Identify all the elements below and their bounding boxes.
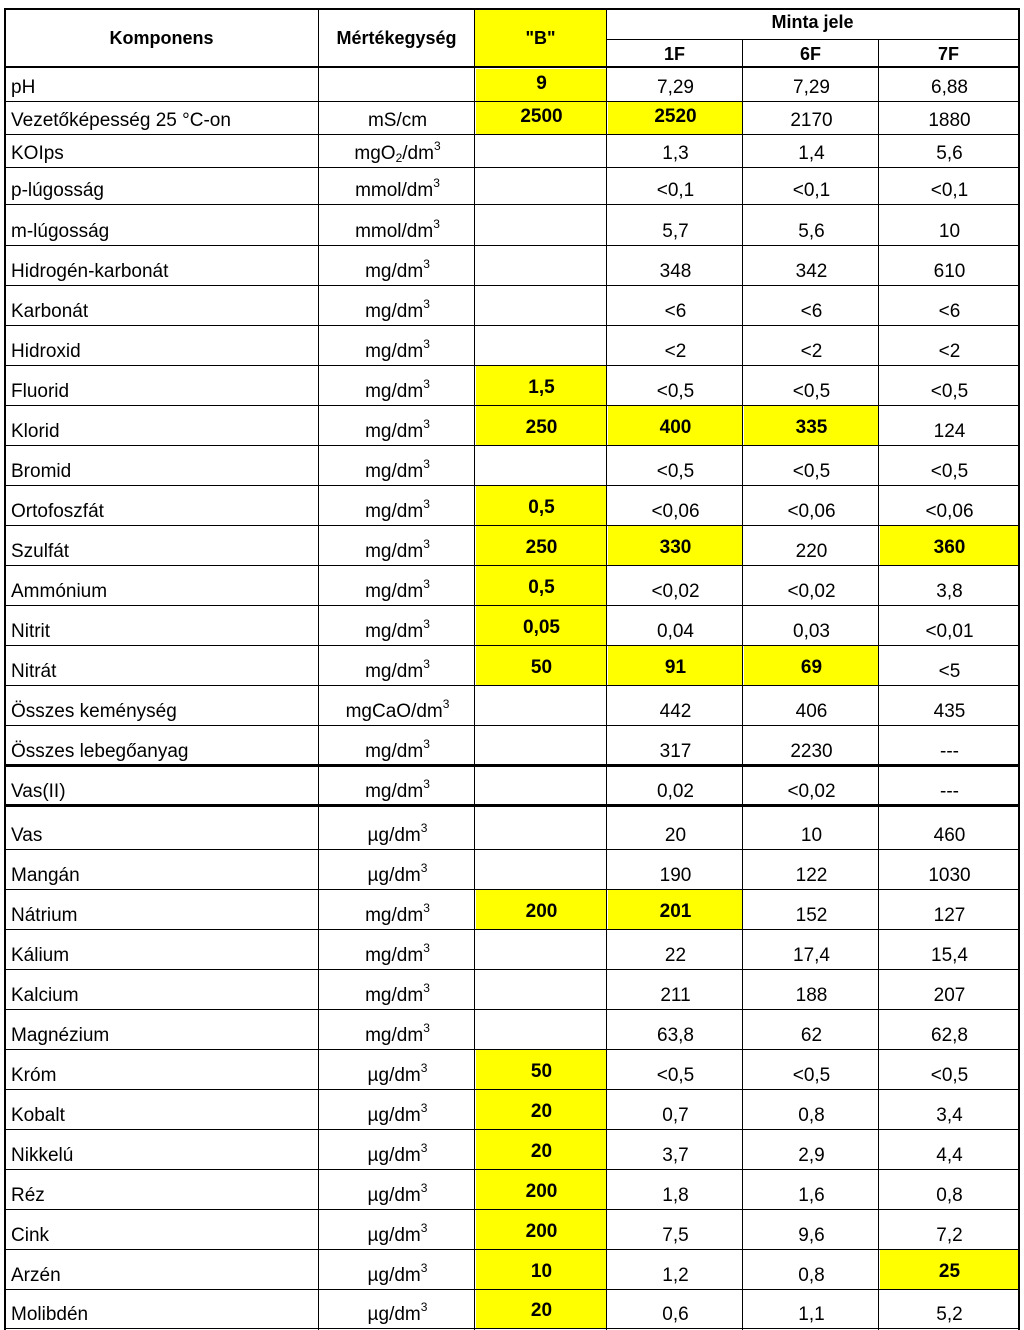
row-name: Szulfát — [11, 541, 70, 562]
row-name: Kalcium — [11, 985, 79, 1006]
row-unit: $\mu g/dm^3$ — [367, 1061, 428, 1086]
header-minta-jele: Minta jele — [771, 12, 854, 32]
sample-1f-value: <0,5 — [656, 1065, 695, 1086]
row-unit: $mg/dm^3$ — [365, 497, 430, 522]
grid-line — [4, 66, 1020, 68]
sample-6f-value: 152 — [795, 905, 828, 926]
sample-6f-value: <0,06 — [787, 501, 836, 522]
row-unit: $mg/dm^3$ — [365, 777, 430, 802]
grid-line — [4, 565, 1020, 566]
grid-line — [4, 134, 1020, 135]
sample-6f-value: 2170 — [790, 110, 833, 131]
grid-line — [4, 929, 1020, 930]
limit-b-value — [476, 766, 607, 805]
row-name: Összes lebegőanyag — [11, 741, 189, 762]
row-name: Nátrium — [11, 905, 78, 926]
sample-1f-value: 330 — [608, 526, 743, 565]
grid-line — [474, 8, 475, 1330]
sample-1f-value: 190 — [659, 865, 692, 886]
row-name: Ortofoszfát — [11, 501, 104, 522]
row-name: Karbonát — [11, 301, 89, 322]
sample-1f-value: 211 — [660, 985, 691, 1006]
limit-b-value: 20 — [476, 1130, 607, 1169]
row-unit: $\mu g/dm^3$ — [367, 861, 428, 886]
grid-line — [4, 525, 1020, 526]
limit-b-value — [476, 286, 607, 325]
sample-1f-value: 400 — [608, 406, 743, 445]
grid-line — [4, 8, 6, 1330]
sample-7f-value: <0,5 — [930, 1065, 969, 1086]
grid-line — [4, 969, 1020, 970]
grid-line — [4, 1169, 1020, 1170]
sample-6f-value: <0,02 — [787, 781, 836, 802]
row-unit: $\mu g/dm^3$ — [367, 1300, 428, 1325]
limit-b-value — [476, 246, 607, 285]
sample-7f-value: <6 — [938, 301, 961, 322]
sample-1f-value: <6 — [664, 301, 687, 322]
sample-1f-value: 2520 — [608, 102, 743, 134]
sample-6f-value: 122 — [795, 865, 828, 886]
grid-line — [1018, 8, 1020, 1330]
row-unit: $mg/dm^3$ — [365, 457, 430, 482]
sample-1f-value: 0,04 — [657, 621, 694, 642]
limit-b-value — [476, 726, 607, 765]
grid-line — [4, 325, 1020, 326]
sample-7f-value: 10 — [938, 221, 961, 242]
row-name: pH — [11, 77, 36, 98]
sample-7f-value: 7,2 — [936, 1225, 963, 1246]
grid-line — [4, 101, 1020, 102]
row-unit — [320, 69, 475, 101]
sample-6f-value: <6 — [800, 301, 823, 322]
sample-1f-value: 442 — [659, 701, 692, 722]
row-unit: $mg/dm^3$ — [365, 377, 430, 402]
limit-b-value — [476, 686, 607, 725]
limit-b-value — [476, 970, 607, 1009]
limit-b-value: 200 — [476, 1210, 607, 1249]
sample-7f-value: 610 — [933, 261, 966, 282]
sample-7f-value: <0,5 — [930, 381, 969, 402]
limit-b-value: 50 — [476, 1050, 607, 1089]
row-name: Kobalt — [11, 1105, 65, 1126]
limit-b-value: 2500 — [476, 102, 607, 134]
header-sample-1f: 1F — [663, 43, 685, 64]
sample-6f-value: 342 — [795, 261, 828, 282]
grid-line — [4, 725, 1020, 726]
sample-6f-value: 406 — [795, 701, 828, 722]
sample-6f-value: <0,5 — [792, 1065, 831, 1086]
limit-b-value — [476, 135, 607, 167]
row-unit: mS/cm — [367, 110, 428, 131]
sample-7f-value: --- — [940, 741, 959, 762]
row-unit: $mg/dm^3$ — [365, 901, 430, 926]
row-unit: mmol/$dm^3$ — [355, 217, 440, 242]
row-name: Mangán — [11, 865, 80, 886]
sample-7f-value: 5,6 — [936, 143, 963, 164]
sample-1f-value: 0,6 — [662, 1304, 689, 1325]
sample-1f-value: <0,5 — [656, 381, 695, 402]
sample-1f-value: 348 — [659, 261, 692, 282]
sample-7f-value: 124 — [933, 421, 966, 442]
sample-1f-value: 7,5 — [662, 1225, 689, 1246]
sample-7f-value: 1880 — [928, 110, 971, 131]
row-name: Összes keménység — [11, 701, 177, 722]
grid-line — [4, 1328, 1020, 1329]
sample-7f-value: --- — [940, 781, 959, 802]
row-unit: $mg/dm^3$ — [365, 297, 430, 322]
sample-7f-value: 25 — [880, 1250, 1019, 1289]
grid-line — [4, 1049, 1020, 1050]
limit-b-value — [476, 446, 607, 485]
row-name: Ammónium — [11, 581, 108, 602]
sample-6f-value: <0,5 — [792, 461, 831, 482]
sample-6f-value: 62 — [800, 1025, 823, 1046]
row-unit: $\mu g/dm^3$ — [367, 1141, 428, 1166]
row-name: Kálium — [11, 945, 70, 966]
row-name: Magnézium — [11, 1025, 110, 1046]
sample-6f-value: 0,03 — [793, 621, 830, 642]
limit-b-value — [476, 850, 607, 889]
row-unit: $\mu g/dm^3$ — [367, 821, 428, 846]
limit-b-value: 50 — [476, 646, 607, 685]
sample-7f-value: 127 — [933, 905, 966, 926]
row-unit: mgCaO/$dm^3$ — [345, 697, 450, 722]
grid-line — [4, 1129, 1020, 1130]
sample-1f-value: <0,5 — [656, 461, 695, 482]
limit-b-value: 9 — [476, 69, 607, 101]
row-unit: $mg/dm^3$ — [365, 537, 430, 562]
grid-line — [4, 485, 1020, 486]
sample-6f-value: 5,6 — [798, 221, 825, 242]
sample-1f-value: 3,7 — [662, 1145, 689, 1166]
sample-7f-value: 5,2 — [936, 1304, 963, 1325]
grid-line — [4, 605, 1020, 606]
row-unit: $mg/dm^3$ — [365, 657, 430, 682]
limit-b-value: 200 — [476, 890, 607, 929]
row-name: Molibdén — [11, 1304, 89, 1325]
sample-1f-value: <0,1 — [656, 180, 695, 201]
sample-7f-value: 360 — [880, 526, 1019, 565]
sample-1f-value: 1,8 — [662, 1185, 689, 1206]
sample-6f-value: 2230 — [790, 741, 833, 762]
sample-1f-value: 317 — [659, 741, 692, 762]
sample-1f-value: 1,3 — [662, 143, 689, 164]
grid-line — [4, 445, 1020, 446]
grid-line — [607, 39, 1019, 40]
row-name: Réz — [11, 1185, 45, 1206]
row-name: Nitrit — [11, 621, 51, 642]
grid-line — [878, 39, 879, 1330]
grid-line — [4, 804, 1020, 807]
row-name: p-lúgosság — [11, 180, 104, 201]
sample-1f-value: <2 — [664, 341, 687, 362]
row-name: Bromid — [11, 461, 72, 482]
grid-line — [4, 405, 1020, 406]
sample-1f-value: <0,06 — [651, 501, 700, 522]
limit-b-value: 0,5 — [476, 486, 607, 525]
sample-7f-value: 435 — [933, 701, 966, 722]
grid-line — [4, 1289, 1020, 1290]
limit-b-value: 0,5 — [476, 566, 607, 605]
row-unit: $mg/dm^3$ — [365, 941, 430, 966]
sample-6f-value: 1,1 — [798, 1304, 825, 1325]
grid-line — [4, 8, 1020, 10]
grid-line — [4, 889, 1020, 890]
row-unit: $\mu g/dm^3$ — [367, 1181, 428, 1206]
sample-6f-value: 7,29 — [793, 77, 830, 98]
limit-b-value: 0,05 — [476, 606, 607, 645]
sample-1f-value: 20 — [664, 825, 687, 846]
sample-7f-value: <0,5 — [930, 461, 969, 482]
row-name: KOIps — [11, 143, 64, 164]
header-mertekegyseg: Mértékegység — [336, 28, 457, 48]
sample-1f-value: 22 — [664, 945, 687, 966]
row-unit: $mg/dm^3$ — [365, 417, 430, 442]
grid-line — [4, 764, 1020, 767]
sample-7f-value: 0,8 — [936, 1185, 963, 1206]
limit-b-value: 20 — [476, 1090, 607, 1129]
row-name: Nitrát — [11, 661, 57, 682]
grid-line — [318, 8, 319, 1330]
sample-1f-value: 91 — [608, 646, 743, 685]
sample-7f-value: 6,88 — [931, 77, 968, 98]
sample-7f-value: <0,1 — [930, 180, 969, 201]
limit-b-value — [476, 1010, 607, 1049]
sample-1f-value: 63,8 — [657, 1025, 694, 1046]
header-komponens: Komponens — [109, 28, 214, 48]
sample-7f-value: 4,4 — [936, 1145, 963, 1166]
row-unit: $mg/dm^3$ — [365, 617, 430, 642]
grid-line — [742, 39, 743, 1330]
sample-6f-value: 9,6 — [798, 1225, 825, 1246]
sample-7f-value: <0,06 — [925, 501, 974, 522]
grid-line — [4, 849, 1020, 850]
sample-6f-value: <0,02 — [787, 581, 836, 602]
row-unit: $mg/dm^3$ — [365, 1021, 430, 1046]
grid-line — [4, 285, 1020, 286]
grid-line — [4, 1089, 1020, 1090]
grid-line — [4, 204, 1020, 205]
row-unit: $mg/dm^3$ — [365, 577, 430, 602]
sample-6f-value: 10 — [800, 825, 823, 846]
sample-6f-value: 335 — [744, 406, 879, 445]
row-name: m-lúgosság — [11, 221, 110, 242]
row-unit: $mg/dm^3$ — [365, 337, 430, 362]
limit-b-value — [476, 168, 607, 204]
sample-6f-value: 220 — [795, 541, 828, 562]
grid-line — [4, 1249, 1020, 1250]
sample-6f-value: 188 — [795, 985, 828, 1006]
sample-7f-value: 3,4 — [936, 1105, 963, 1126]
limit-b-value: 250 — [476, 526, 607, 565]
sample-1f-value: 1,2 — [662, 1265, 689, 1286]
header-sample-6f: 6F — [799, 43, 821, 64]
row-name: Hidroxid — [11, 341, 81, 362]
sample-7f-value: 460 — [933, 825, 966, 846]
row-unit: $mg/dm^3$ — [365, 737, 430, 762]
row-name: Fluorid — [11, 381, 70, 402]
sample-7f-value: <0,01 — [925, 621, 974, 642]
row-unit: $\mu g/dm^3$ — [367, 1261, 428, 1286]
sample-6f-value: 0,8 — [798, 1265, 825, 1286]
row-name: Vas — [11, 825, 43, 846]
sample-7f-value: <5 — [938, 661, 961, 682]
row-name: Vas(II) — [11, 781, 66, 802]
row-unit: $mg/dm^3$ — [365, 257, 430, 282]
sample-7f-value: 15,4 — [931, 945, 968, 966]
sample-7f-value: 1030 — [928, 865, 971, 886]
limit-b-value: 20 — [476, 1290, 607, 1328]
sample-6f-value: 17,4 — [793, 945, 830, 966]
sample-1f-value: 5,7 — [662, 221, 689, 242]
row-name: Hidrogén-karbonát — [11, 261, 169, 282]
grid-line — [4, 645, 1020, 646]
row-name: Króm — [11, 1065, 57, 1086]
header-sample-7f: 7F — [937, 43, 959, 64]
row-unit: $mg/dm^3$ — [365, 981, 430, 1006]
limit-b-value: 1,5 — [476, 366, 607, 405]
sample-6f-value: 0,8 — [798, 1105, 825, 1126]
sample-7f-value: 207 — [933, 985, 966, 1006]
row-name: Cink — [11, 1225, 50, 1246]
sample-6f-value: <0,1 — [792, 180, 831, 201]
sample-6f-value: <0,5 — [792, 381, 831, 402]
limit-b-value — [476, 930, 607, 969]
grid-line — [4, 1009, 1020, 1010]
sample-1f-value: 0,02 — [657, 781, 694, 802]
row-name: Nikkelú — [11, 1145, 74, 1166]
limit-b-value — [476, 205, 607, 245]
sample-7f-value: 3,8 — [936, 581, 963, 602]
sample-1f-value: 201 — [608, 890, 743, 929]
grid-line — [4, 685, 1020, 686]
sample-7f-value: 62,8 — [931, 1025, 968, 1046]
row-name: Klorid — [11, 421, 60, 442]
row-unit: mmol/$dm^3$ — [355, 176, 440, 201]
row-unit: $\mu g/dm^3$ — [367, 1221, 428, 1246]
limit-b-value — [476, 806, 607, 849]
sample-6f-value: 1,4 — [798, 143, 825, 164]
sample-6f-value: <2 — [800, 341, 823, 362]
sample-1f-value: 0,7 — [662, 1105, 689, 1126]
sample-7f-value: <2 — [938, 341, 961, 362]
sample-6f-value: 2,9 — [798, 1145, 825, 1166]
sample-6f-value: 69 — [744, 646, 879, 685]
limit-b-value: 200 — [476, 1170, 607, 1209]
row-name: Arzén — [11, 1265, 61, 1286]
row-unit: $mgO_2/dm^3$ — [354, 139, 441, 165]
grid-line — [4, 1209, 1020, 1210]
limit-b-value: 10 — [476, 1250, 607, 1289]
header-limit-b: "B" — [475, 9, 606, 67]
row-name: Vezetőképesség 25 °C-on — [11, 110, 231, 131]
grid-line — [4, 167, 1020, 168]
sample-1f-value: 7,29 — [657, 77, 694, 98]
sample-1f-value: <0,02 — [651, 581, 700, 602]
grid-line — [4, 365, 1020, 366]
grid-line — [606, 8, 607, 1330]
grid-line — [4, 245, 1020, 246]
sample-6f-value: 1,6 — [798, 1185, 825, 1206]
row-unit: $\mu g/dm^3$ — [367, 1101, 428, 1126]
limit-b-value: 250 — [476, 406, 607, 445]
limit-b-value — [476, 326, 607, 365]
